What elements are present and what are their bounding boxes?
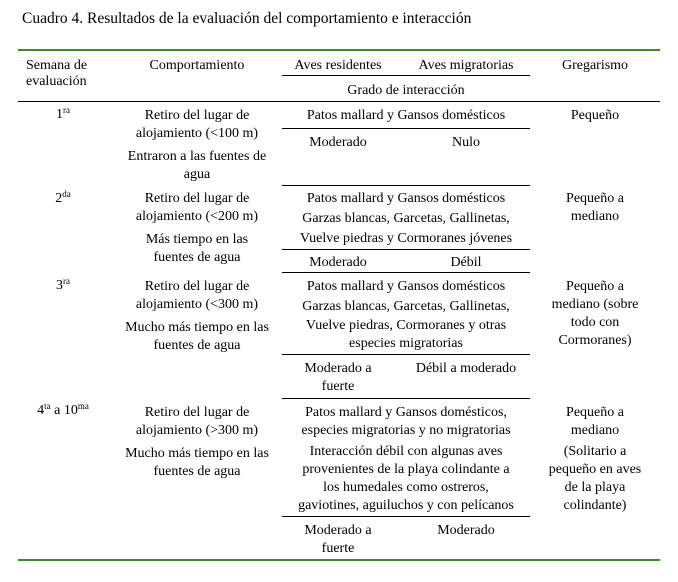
behaviour-line: alojamiento (<100 m) [135,126,259,141]
behaviour-line: Retiro del lugar de [144,279,250,294]
behaviour-line: alojamiento (<200 m) [135,209,259,224]
top-rule [18,49,660,51]
header-semana-line1: Semana de [26,58,88,73]
header-comportamiento: Comportamiento [149,58,245,73]
week-label: $1^{ra}$ [56,105,70,122]
week-label: $2^{da}$ [55,189,71,206]
gregarismo-line: mediano [570,423,620,438]
row2-top-line [282,185,530,186]
migratorias-degree: Nulo [452,135,480,150]
header-semana-line2: evaluación [26,74,87,89]
behaviour-line: Entraron a las fuentes de [127,149,267,164]
behaviour-line: fuentes de agua [153,250,241,265]
header-gregarismo: Gregarismo [561,58,629,73]
behaviour-line: alojamiento (>300 m) [135,423,259,438]
behaviour-line: fuentes de agua [153,464,241,479]
behaviour-line: Más tiempo en las [145,232,249,247]
species-line: Patos mallard y Gansos domésticos [306,191,506,206]
behaviour-line: Mucho más tiempo en las [125,446,269,461]
header-bottom-rule [18,101,660,102]
residentes-degree: Moderado [309,135,367,150]
header-grado-interaccion: Grado de interacción [347,83,465,98]
row1-inner-line [282,128,530,129]
gregarismo-line: colindante) [563,498,627,513]
interaction-line: los humedales como ostreros, [323,480,489,495]
interaction-line: gaviotines, aguiluchos y con pelícanos [298,498,514,513]
residentes-degree: Moderado a [304,361,372,376]
species-line: Vuelve piedras y Cormoranes jóvenes [299,231,513,246]
migratorias-degree: Moderado [437,523,495,538]
gregarismo-line: Cormoranes) [558,333,632,348]
behaviour-line: Retiro del lugar de [144,191,250,206]
behaviour-line: alojamiento (<300 m) [135,297,259,312]
species-line: especies migratorias y no migratorias [301,423,511,438]
residentes-degree: Moderado [309,255,367,270]
interaction-line: Interacción débil con algunas aves [309,444,503,459]
species-line: Patos mallard y Gansos domésticos [306,108,506,123]
behaviour-line: Retiro del lugar de [144,108,250,123]
row3-top-line [282,272,530,273]
bottom-rule [18,559,660,561]
table-caption: Cuadro 4. Resultados de la evaluación del comportamiento e interacción [22,10,472,27]
gregarismo-line: Pequeño a [566,405,624,420]
residentes-degree: fuerte [321,541,355,556]
migratorias-degree: Débil [450,255,482,270]
gregarismo-line: pequeño en aves [548,462,642,477]
week-label: $3^{ra}$ [56,276,70,293]
row2-inner-line [282,249,530,250]
week-label: $4^{ta}$ a $10^{ma}$ [37,401,89,418]
residentes-degree: fuerte [321,379,355,394]
gregarismo-line: (Solitario a [563,444,627,459]
header-aves-migratorias: Aves migratorias [418,58,514,73]
row4-top-line [282,398,530,399]
row3-inner-line [282,354,530,355]
species-line: Patos mallard y Gansos domésticos [306,279,506,294]
gregarismo-line: Pequeño a [566,279,624,294]
behaviour-line: agua [183,167,211,182]
migratorias-degree: Débil a moderado [415,361,517,376]
residentes-degree: Moderado a [304,523,372,538]
gregarismo-line: de la playa [564,480,626,495]
row4-inner-line [282,516,530,517]
header-subrule [282,75,530,76]
behaviour-line: Mucho más tiempo en las [125,320,269,335]
species-line: Patos mallard y Gansos domésticos, [305,405,507,420]
interaction-line: provenientes de la playa colindante a [302,462,510,477]
gregarismo-line: mediano [570,209,620,224]
gregarismo-line: Pequeño a [566,191,624,206]
gregarismo-line: mediano (sobre [551,297,639,312]
gregarismo-line: Pequeño [570,108,620,123]
header-aves-residentes: Aves residentes [294,58,382,73]
species-line: Vuelve piedras, Cormoranes y otras [305,318,507,333]
behaviour-line: fuentes de agua [153,338,241,353]
species-line: Garzas blancas, Garcetas, Gallinetas, [302,299,510,314]
gregarismo-line: todo con [570,315,620,330]
behaviour-line: Retiro del lugar de [144,405,250,420]
species-line: Garzas blancas, Garcetas, Gallinetas, [302,211,510,226]
species-line: especies migratorias [349,336,463,351]
